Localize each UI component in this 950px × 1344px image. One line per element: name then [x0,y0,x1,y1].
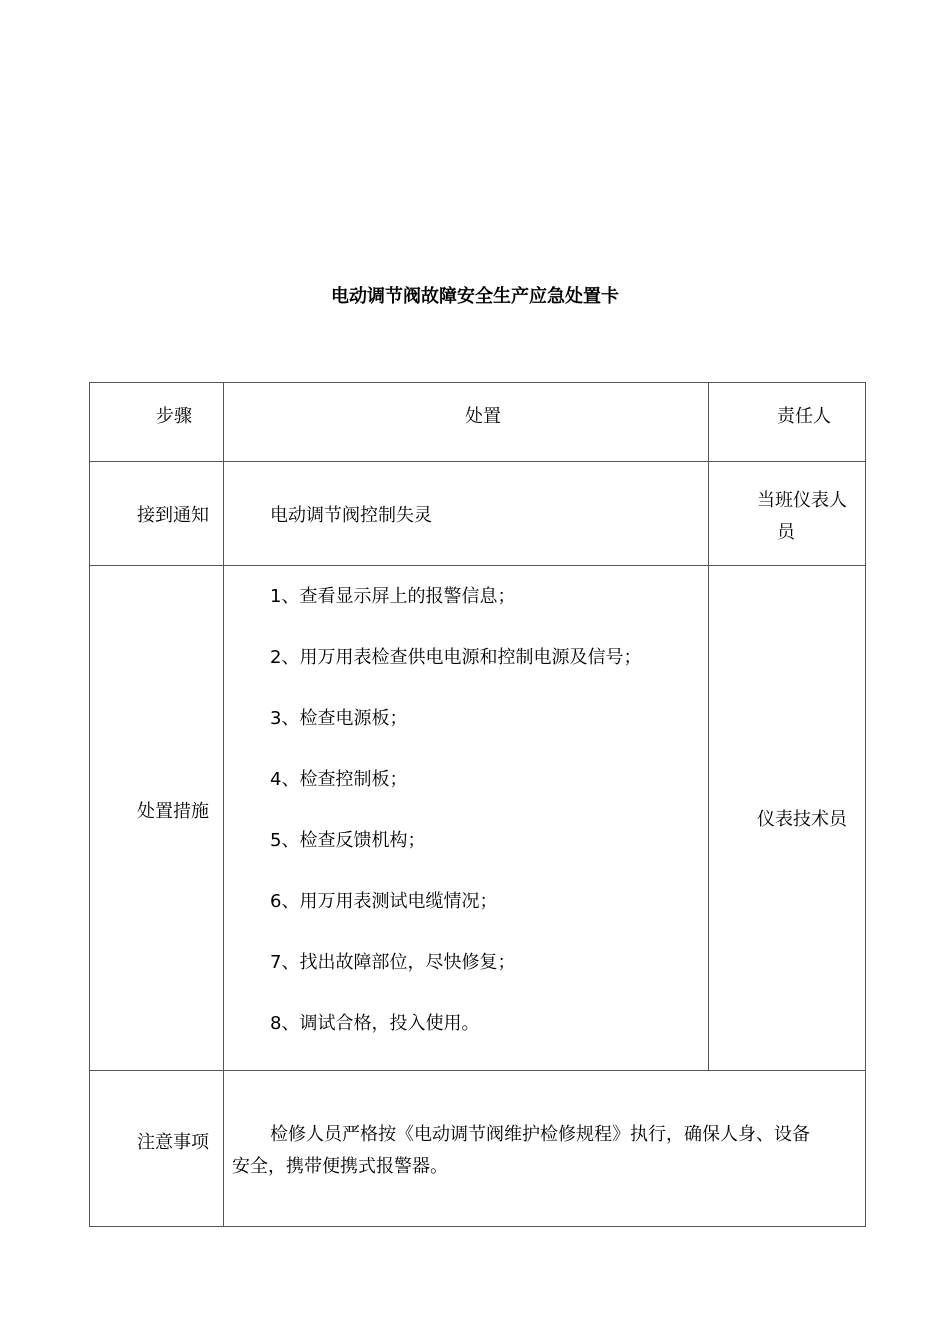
row-divider [90,1070,865,1071]
notification-action: 电动调节阀控制失灵 [270,505,432,526]
measures-owner: 仪表技术员 [757,809,847,830]
notes-text-line1: 检修人员严格按《电动调节阀维护检修规程》执行，确保人身、设备 [270,1124,810,1145]
row-divider [90,565,865,566]
measure-item: 5、检查反馈机构； [270,830,426,851]
header-action: 处置 [465,406,501,427]
measure-item: 4、检查控制板； [270,769,408,790]
notes-step: 注意事项 [137,1132,209,1153]
column-divider [223,383,224,1070]
header-step: 步骤 [156,406,192,427]
notification-owner-line2: 员 [777,522,795,543]
measure-item: 2、用万用表检查供电电源和控制电源及信号； [270,647,642,668]
notification-step: 接到通知 [137,505,209,526]
notification-owner-line1: 当班仪表人 [757,490,847,511]
row-divider [90,461,865,462]
column-divider [708,383,709,1070]
notes-text-line2: 安全，携带便携式报警器。 [232,1156,448,1177]
measure-item: 7、找出故障部位，尽快修复； [270,952,516,973]
document-title: 电动调节阀故障安全生产应急处置卡 [331,286,619,307]
measure-item: 1、查看显示屏上的报警信息； [270,586,516,607]
measure-item: 6、用万用表测试电缆情况； [270,891,498,912]
measure-item: 3、检查电源板； [270,708,408,729]
measures-step: 处置措施 [137,801,209,822]
header-owner: 责任人 [777,406,831,427]
column-divider [223,1070,224,1227]
emergency-card-table [89,382,866,1227]
measure-item: 8、调试合格，投入使用。 [270,1013,480,1034]
